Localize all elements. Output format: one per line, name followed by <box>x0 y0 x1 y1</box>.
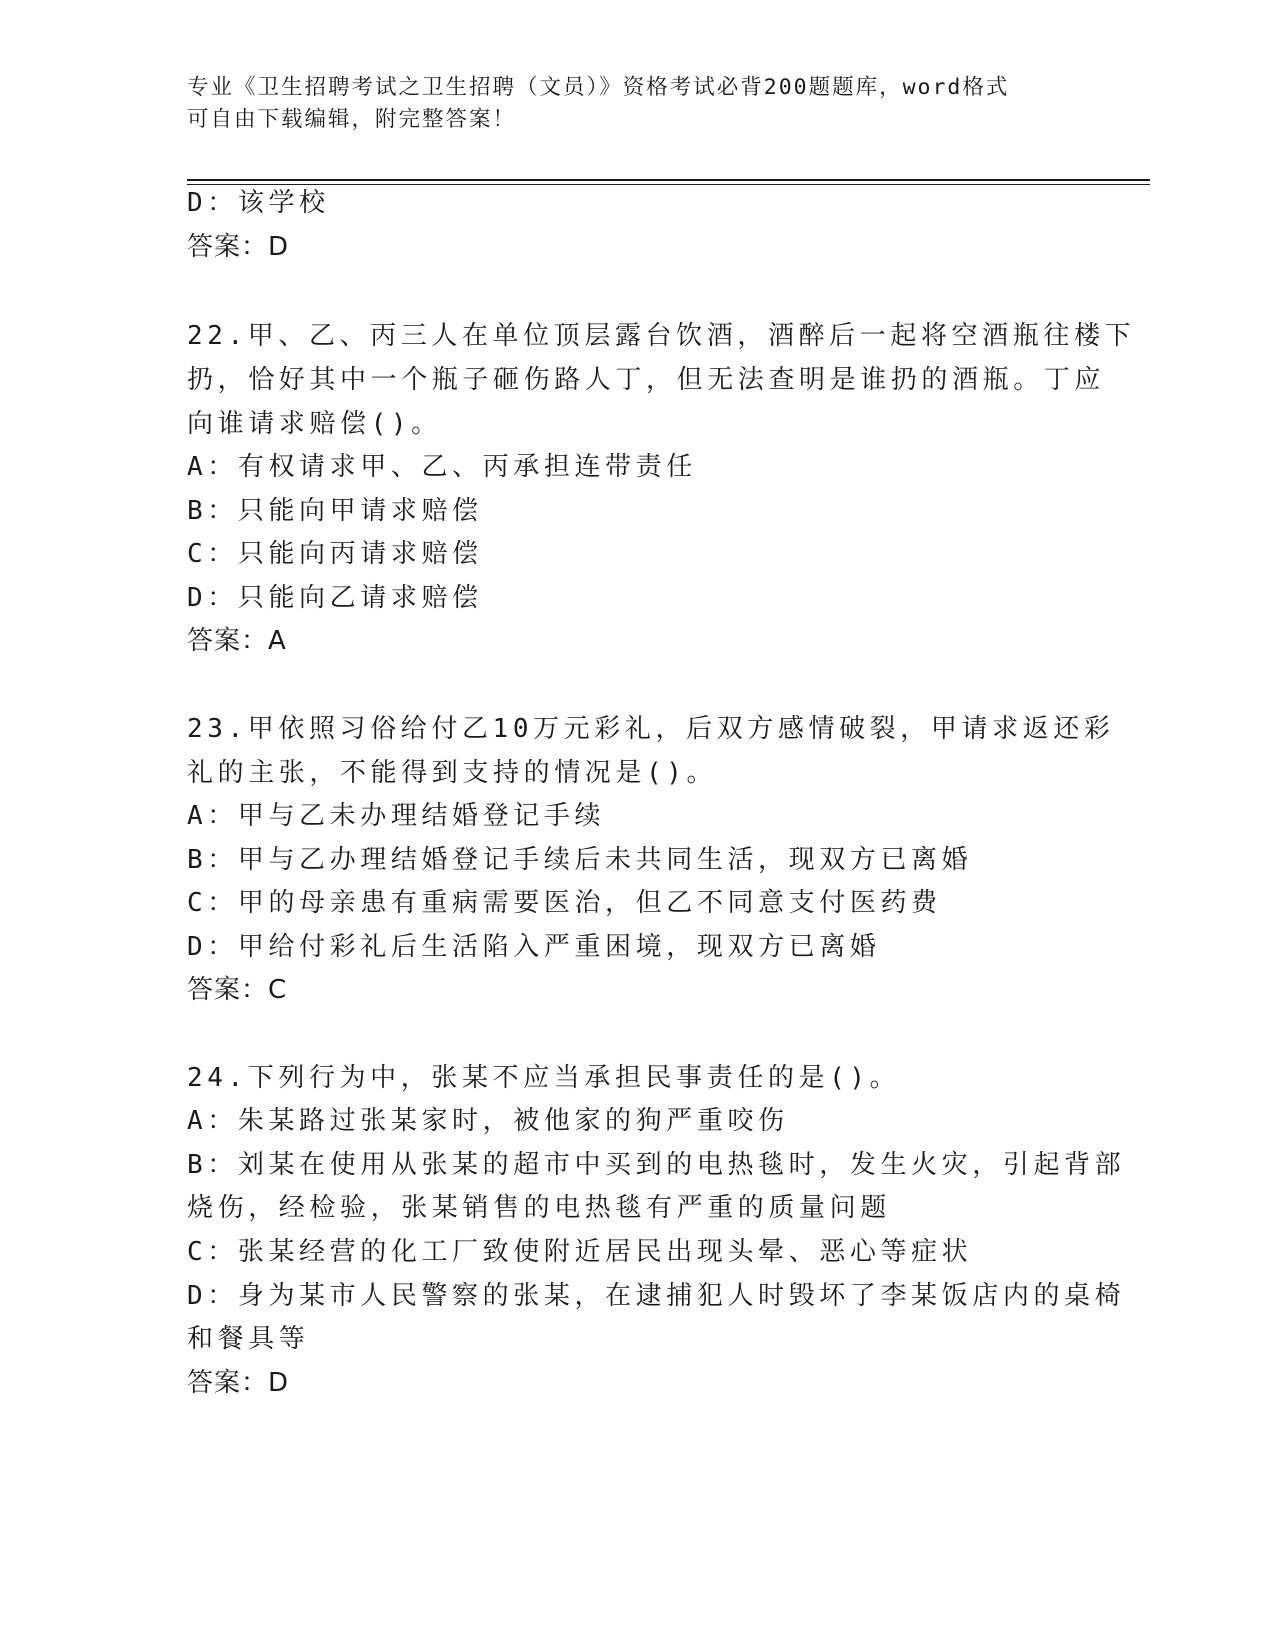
q22-option-a: A：有权请求甲、乙、丙承担连带责任 <box>187 452 697 482</box>
q24-option-d-line-2: 和餐具等 <box>187 1324 310 1354</box>
q21-answer: 答案：D <box>187 232 290 262</box>
q24-stem-line-1: 24.下列行为中，张某不应当承担民事责任的是()。 <box>187 1063 901 1093</box>
q24-option-d-line-1: D：身为某市人民警察的张某，在逮捕犯人时毁坏了李某饭店内的桌椅 <box>187 1281 1126 1311</box>
q23-option-a: A：甲与乙未办理结婚登记手续 <box>187 801 606 831</box>
q23-answer: 答案：C <box>187 975 288 1005</box>
q22-option-d: D：只能向乙请求赔偿 <box>187 583 483 613</box>
q24-answer: 答案：D <box>187 1368 290 1398</box>
q22-option-b: B：只能向甲请求赔偿 <box>187 496 483 526</box>
q24-option-b-line-2: 烧伤，经检验，张某销售的电热毯有严重的质量问题 <box>187 1193 891 1223</box>
q22-stem-line-3: 向谁请求赔偿()。 <box>187 409 442 439</box>
q23-stem-line-1: 23.甲依照习俗给付乙10万元彩礼，后双方感情破裂，甲请求返还彩 <box>187 714 1115 744</box>
q23-stem-line-2: 礼的主张，不能得到支持的情况是()。 <box>187 758 718 788</box>
q23-option-c: C：甲的母亲患有重病需要医治，但乙不同意支付医药费 <box>187 888 942 918</box>
q22-stem-line-1: 22.甲、乙、丙三人在单位顶层露台饮酒，酒醉后一起将空酒瓶往楼下 <box>187 321 1136 351</box>
header-line-1: 专业《卫生招聘考试之卫生招聘（文员）》资格考试必背200题题库，word格式 <box>187 75 1010 100</box>
q24-option-c: C：张某经营的化工厂致使附近居民出现头晕、恶心等症状 <box>187 1237 973 1267</box>
q22-answer: 答案：A <box>187 626 287 656</box>
q24-option-b-line-1: B：刘某在使用从张某的超市中买到的电热毯时，发生火灾，引起背部 <box>187 1150 1126 1180</box>
q23-option-d: D：甲给付彩礼后生活陷入严重困境，现双方已离婚 <box>187 932 881 962</box>
q22-stem-line-2: 扔，恰好其中一个瓶子砸伤路人丁，但无法查明是谁扔的酒瓶。丁应 <box>187 365 1106 395</box>
header-rule-thin <box>187 184 1150 185</box>
q22-option-c: C：只能向丙请求赔偿 <box>187 539 483 569</box>
header-rule-thick <box>187 179 1150 181</box>
document-header <box>187 72 1067 136</box>
header-line-2: 可自由下载编辑，附完整答案！ <box>187 107 517 132</box>
q21-option-d: D：该学校 <box>187 188 330 218</box>
q23-option-b: B：甲与乙办理结婚登记手续后未共同生活，现双方已离婚 <box>187 845 973 875</box>
q24-option-a: A：朱某路过张某家时，被他家的狗严重咬伤 <box>187 1106 789 1136</box>
